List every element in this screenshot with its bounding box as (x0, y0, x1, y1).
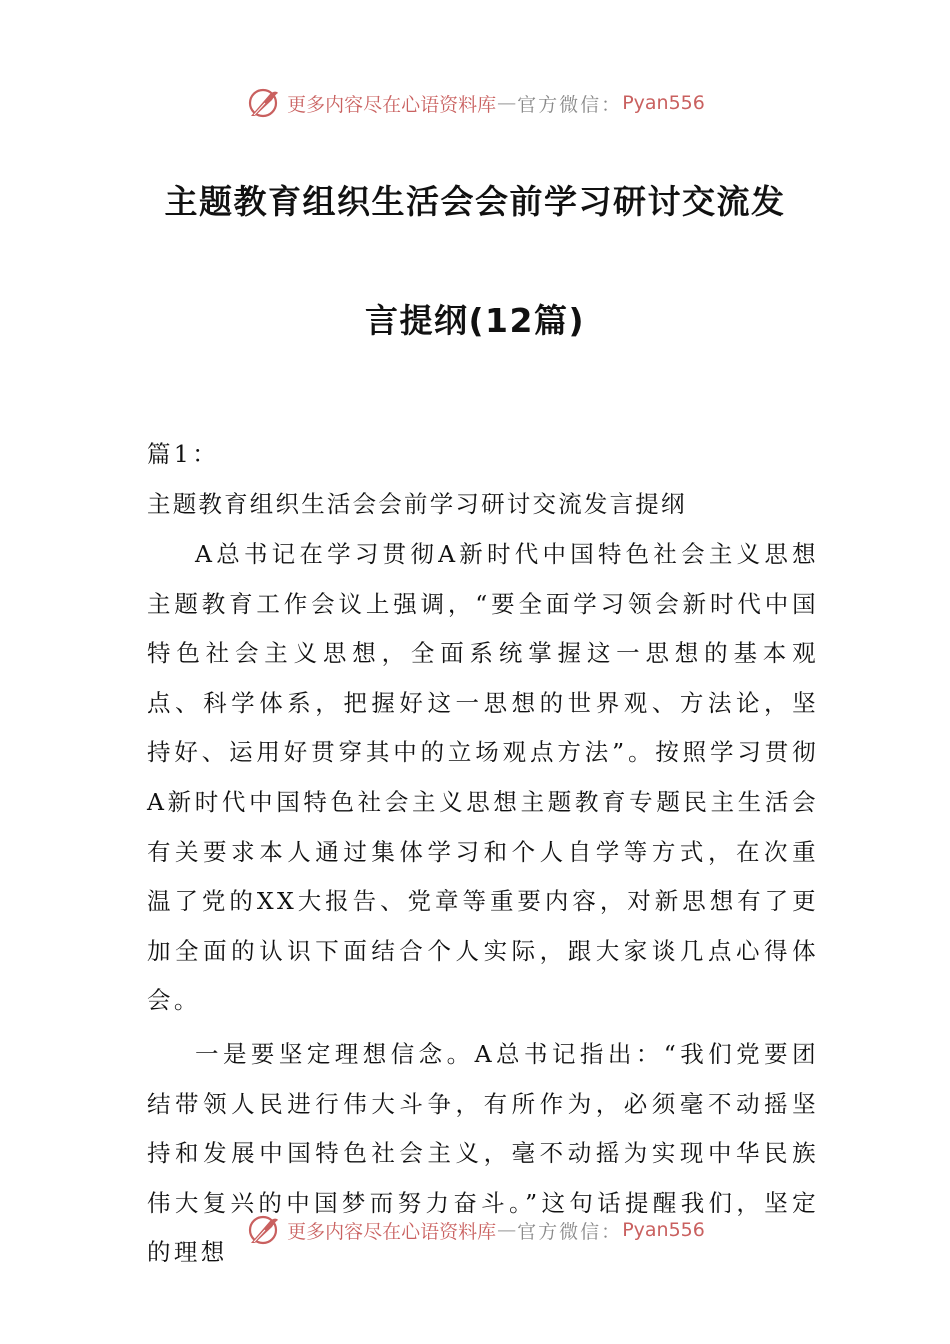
body-paragraph-2: 一是要坚定理想信念。A总书记指出：“我们党要团结带领人民进行伟大斗争，有所作为，必须毫不动摇坚持和发展中国特色社会主义，毫不动摇为实现中华民族伟大复兴的中国梦而努力奋斗。”这句话提醒我们，坚定的理想 (147, 1040, 819, 1267)
document-title-line-2: 言提纲(12篇) (364, 301, 586, 340)
footer-watermark (0, 1210, 950, 1250)
watermark-wechat-label: 官方微信： (517, 1220, 623, 1243)
watermark-wechat-label: 官方微信： (517, 93, 623, 116)
watermark-wechat-id: Pyan556 (622, 92, 705, 114)
watermark-separator: — (497, 1219, 517, 1241)
header-watermark (0, 83, 950, 123)
feather-pen-logo-icon (245, 85, 281, 121)
watermark-site-name: 更多内容尽在心语资料库 (287, 1220, 497, 1243)
document-title-line-1: 主题教育组织生活会会前学习研讨交流发 (164, 182, 786, 221)
watermark-separator: — (497, 92, 517, 114)
watermark-site-name: 更多内容尽在心语资料库 (287, 93, 497, 116)
section-label: 篇1： (147, 440, 220, 468)
watermark-wechat-id: Pyan556 (622, 1219, 705, 1241)
body-paragraph-1: A总书记在学习贯彻A新时代中国特色社会主义思想主题教育工作会议上强调，“要全面学习领会新时代中国特色社会主义思想，全面系统掌握这一思想的基本观点、科学体系，把握好这一思想的世界观、方法论，坚持好、运用好贯穿其中的立场观点方法”。按照学习贯彻A新时代中国特色社会主义思想主题教育专题民主生活会有关要求本人通过集体学习和个人自学等方式，在次重温了党的XX大报告、党章等重要内容，对新思想有了更加全面的认识下面结合个人实际，跟大家谈几点心得体会。 (147, 540, 819, 1015)
section-title: 主题教育组织生活会会前学习研讨交流发言提纲 (147, 490, 687, 518)
feather-pen-logo-icon (245, 1212, 281, 1248)
